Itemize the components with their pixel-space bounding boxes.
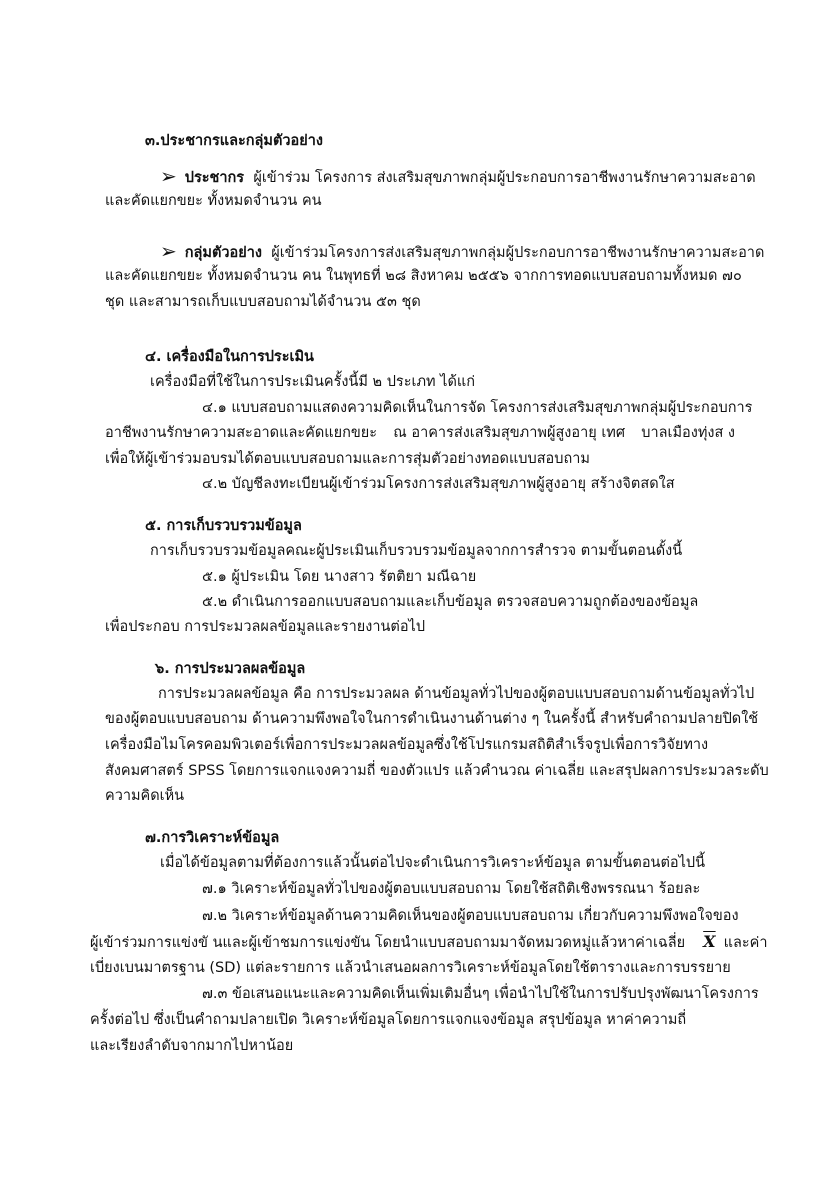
population-line-1 [160,165,756,188]
section-5-intro: การเก็บรวบรวมข้อมูลคณะผู้ประเมินเก็บรวบรวมข้อมูลจากการสำรวจ ตามขั้นตอนดั้งนี้ [150,543,683,559]
item-4-1-part-a: อาชีพงานรักษาความสะอาดและคัดแยกขยะ [105,425,378,441]
item-7-1: ๗.๑ วิเคราะห์ข้อมูลทั่วไปของผู้ตอบแบบสอบถาม โดยใช้สถิติเชิงพรรณนา ร้อยละ [202,881,701,897]
section-6-heading: ๖. การประมวลผลข้อมูล [155,661,306,677]
item-4-1-line-2 [105,423,735,443]
sample-line-1 [160,240,764,263]
section-4-heading: ๔. เครื่องมือในการประเมิน [145,349,314,365]
item-5-1: ๕.๑ ผู้ประเมิน โดย นางสาว รัตติยา มณีฉาย [202,569,477,585]
item-4-1-line-3: เพื่อให้ผู้เข้าร่วมอบรมได้ตอบแบบสอบถามและการสุ่มตัวอย่างทอดแบบสอบถาม [105,451,590,467]
item-5-2-line-2: เพื่อประกอบ การประมวลผลข้อมูลและรายงานต่อไป [105,619,426,635]
sample-line-2: และคัดแยกขยะ ทั้งหมดจำนวน คน ในพุทธที่ ๒๘ สิงหาคม ๒๕๕๖ จากการทอดแบบสอบถามทั้งหมด ๗๐ [105,268,742,284]
section-6-line-1: การประมวลผลข้อมูล คือ การประมวลผล ด้านข้อมูลทั่วไปของผู้ตอบแบบสอบถามด้านข้อมูลทั่วไป [158,686,755,702]
item-4-1-line-1: ๔.๑ แบบสอบถามแสดงความคิดเห็นในการจัด โครงการส่งเสริมสุขภาพกลุ่มผู้ประกอบการ [202,400,753,416]
item-7-3-line-1: ๗.๓ ข้อเสนอแนะและความคิดเห็นเพิ่มเติมอื่นๆ เพื่อนำไปใช้ในการปรับปรุงพัฒนาโครงการ [202,986,759,1002]
item-4-1-part-c: บาลเมืองทุ่งส ง [641,425,735,441]
section-6-line-2: ของผู้ตอบแบบสอบถาม ด้านความพึงพอใจในการดำเนินงานด้านต่าง ๆ ในครั้งนี้ สำหรับคำถามปลายปิดใช้ [105,711,759,727]
section-7-intro: เมื่อได้ข้อมูลตามที่ต้องการแล้วนั้นต่อไปจะดำเนินการวิเคราะห์ข้อมูล ตามขั้นตอนต่อไปนี้ [160,855,705,871]
arrow-bullet-icon: ➢ [160,164,177,188]
section-3-heading: ๓.ประชากรและกลุ่มตัวอย่าง [145,133,323,149]
section-6-line-3: เครื่องมือไมโครคอมพิวเตอร์เพื่อการประมวลผลข้อมูลซึ่งใช้โปรแกรมสถิติสำเร็จรูปเพื่อการวิจัยทาง [105,737,709,753]
sample-line-3: ชุด และสามารถเก็บแบบสอบถามได้จำนวน ๕๓ ชุด [105,294,421,310]
section-5-heading: ๕. การเก็บรวบรวมข้อมูล [145,518,302,534]
item-7-2-line-2 [90,932,768,953]
population-label: ประชากร [184,170,245,186]
sample-text: ผู้เข้าร่วมโครงการส่งเสริมสุขภาพกลุ่มผู้ประกอบการอาชีพงานรักษาความสะอาด [271,245,765,261]
item-7-3-line-3: และเรียงลำดับจากมากไปหาน้อย [90,1038,294,1054]
item-7-3-line-2: ครั้งต่อไป ซึ่งเป็นคำถามปลายเปิด วิเคราะห์ข้อมูลโดยการแจกแจงข้อมูล สรุปข้อมูล หาค่าความถี่ [90,1012,687,1028]
item-7-2-line-1: ๗.๒ วิเคราะห์ข้อมูลด้านความคิดเห็นของผู้ตอบแบบสอบถาม เกี่ยวกับความพึงพอใจของ [202,908,739,924]
item-5-2-line-1: ๕.๒ ดำเนินการออกแบบสอบถามและเก็บข้อมูล ตรวจสอบความถูกต้องของข้อมูล [202,594,699,610]
section-7-heading: ๗.การวิเคราะห์ข้อมูล [145,830,280,846]
item-4-2: ๔.๒ บัญชีลงทะเบียนผู้เข้าร่วมโครงการส่งเสริมสุขภาพผู้สูงอายุ สร้างจิตสดใส [202,476,675,492]
mean-symbol: $\overline{X}$ [703,932,716,951]
population-line-2: และคัดแยกขยะ ทั้งหมดจำนวน คน [105,193,322,209]
section-6-line-4: สังคมศาสตร์ SPSS โดยการแจกแจงความถี่ ของตัวแปร แล้วคำนวณ ค่าเฉลี่ย และสรุปผลการประมวลระดับ [105,763,769,779]
population-text: ผู้เข้าร่วม โครงการ ส่งเสริมสุขภาพกลุ่มผู้ประกอบการอาชีพงานรักษาความสะอาด [253,170,756,186]
sample-label: กลุ่มตัวอย่าง [184,245,262,261]
item-7-2-part-a: ผู้เข้าร่วมการแข่งขั นและผู้เข้าชมการแข่งขัน โดยนำแบบสอบถามมาจัดหมวดหมู่แล้วหาค่าเฉลี่ย [90,935,686,951]
item-7-2-line-3: เบี่ยงเบนมาตรฐาน (SD) แต่ละรายการ แล้วนำเสนอผลการวิเคราะห์ข้อมูลโดยใช้ตารางและการบรรยาย [90,960,731,976]
item-7-2-part-b: และค่า [723,935,768,951]
arrow-bullet-icon: ➢ [160,239,177,263]
section-6-line-5: ความคิดเห็น [105,788,185,804]
item-4-1-part-b: ณ อาคารส่งเสริมสุขภาพผู้สูงอายุ เทศ [393,425,626,441]
section-4-intro: เครื่องมือที่ใช้ในการประเมินครั้งนี้มี ๒ ประเภท ได้แก่ [150,374,475,390]
